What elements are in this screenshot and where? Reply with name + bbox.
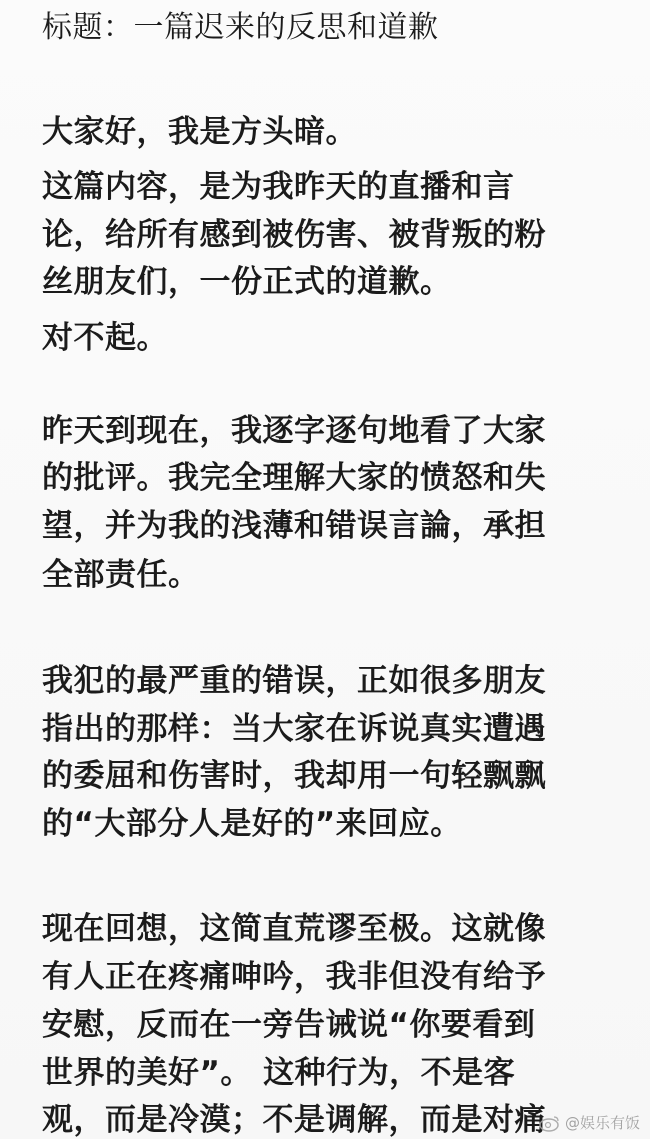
paragraph-line: 昨天到现在，我逐字逐句地看了大家 <box>42 413 546 449</box>
paragraph-line: 有人正在疼痛呻吟，我非但没有给予 <box>42 959 546 995</box>
paragraph-line: 大家好，我是方头暗。 <box>42 114 357 150</box>
paragraph-line: 这篇内容，是为我昨天的直播和言 <box>42 169 515 205</box>
paragraph-line: 的批评。我完全理解大家的愤怒和失 <box>42 460 546 496</box>
paragraph-line: 丝朋友们，一份正式的道歉。 <box>42 264 452 300</box>
weibo-icon <box>539 1114 561 1132</box>
paragraph-line: 观，而是冷漠；不是调解，而是对痛 <box>42 1102 546 1138</box>
paragraph-line: 望，并为我的浅薄和错误言論，承担 <box>42 508 546 544</box>
paragraph-line: 对不起。 <box>42 320 168 356</box>
paragraph-line: 我犯的最严重的错误，正如很多朋友 <box>42 663 546 699</box>
watermark <box>539 1112 640 1133</box>
paragraph-line: 的委屈和伤害时，我却用一句轻飘飘 <box>42 758 546 794</box>
paragraph-line: 世界的美好”。 这种行为，不是客 <box>42 1055 516 1091</box>
paragraph-line: 指出的那样：当大家在诉说真实遭遇 <box>42 711 546 747</box>
paragraph-line: 论，给所有感到被伤害、被背叛的粉 <box>42 217 546 253</box>
paragraph-line: 安慰，反而在一旁告诫说“你要看到 <box>42 1007 536 1043</box>
paragraph-line: 全部责任。 <box>42 557 200 593</box>
document-title: 标题：一篇迟来的反思和道歉 <box>42 10 439 45</box>
paragraph-line: 的“大部分人是好的”来回应。 <box>42 806 462 842</box>
paragraph-line: 现在回想，这简直荒谬至极。这就像 <box>42 911 546 947</box>
watermark-text: @娱乐有饭 <box>564 1114 640 1132</box>
